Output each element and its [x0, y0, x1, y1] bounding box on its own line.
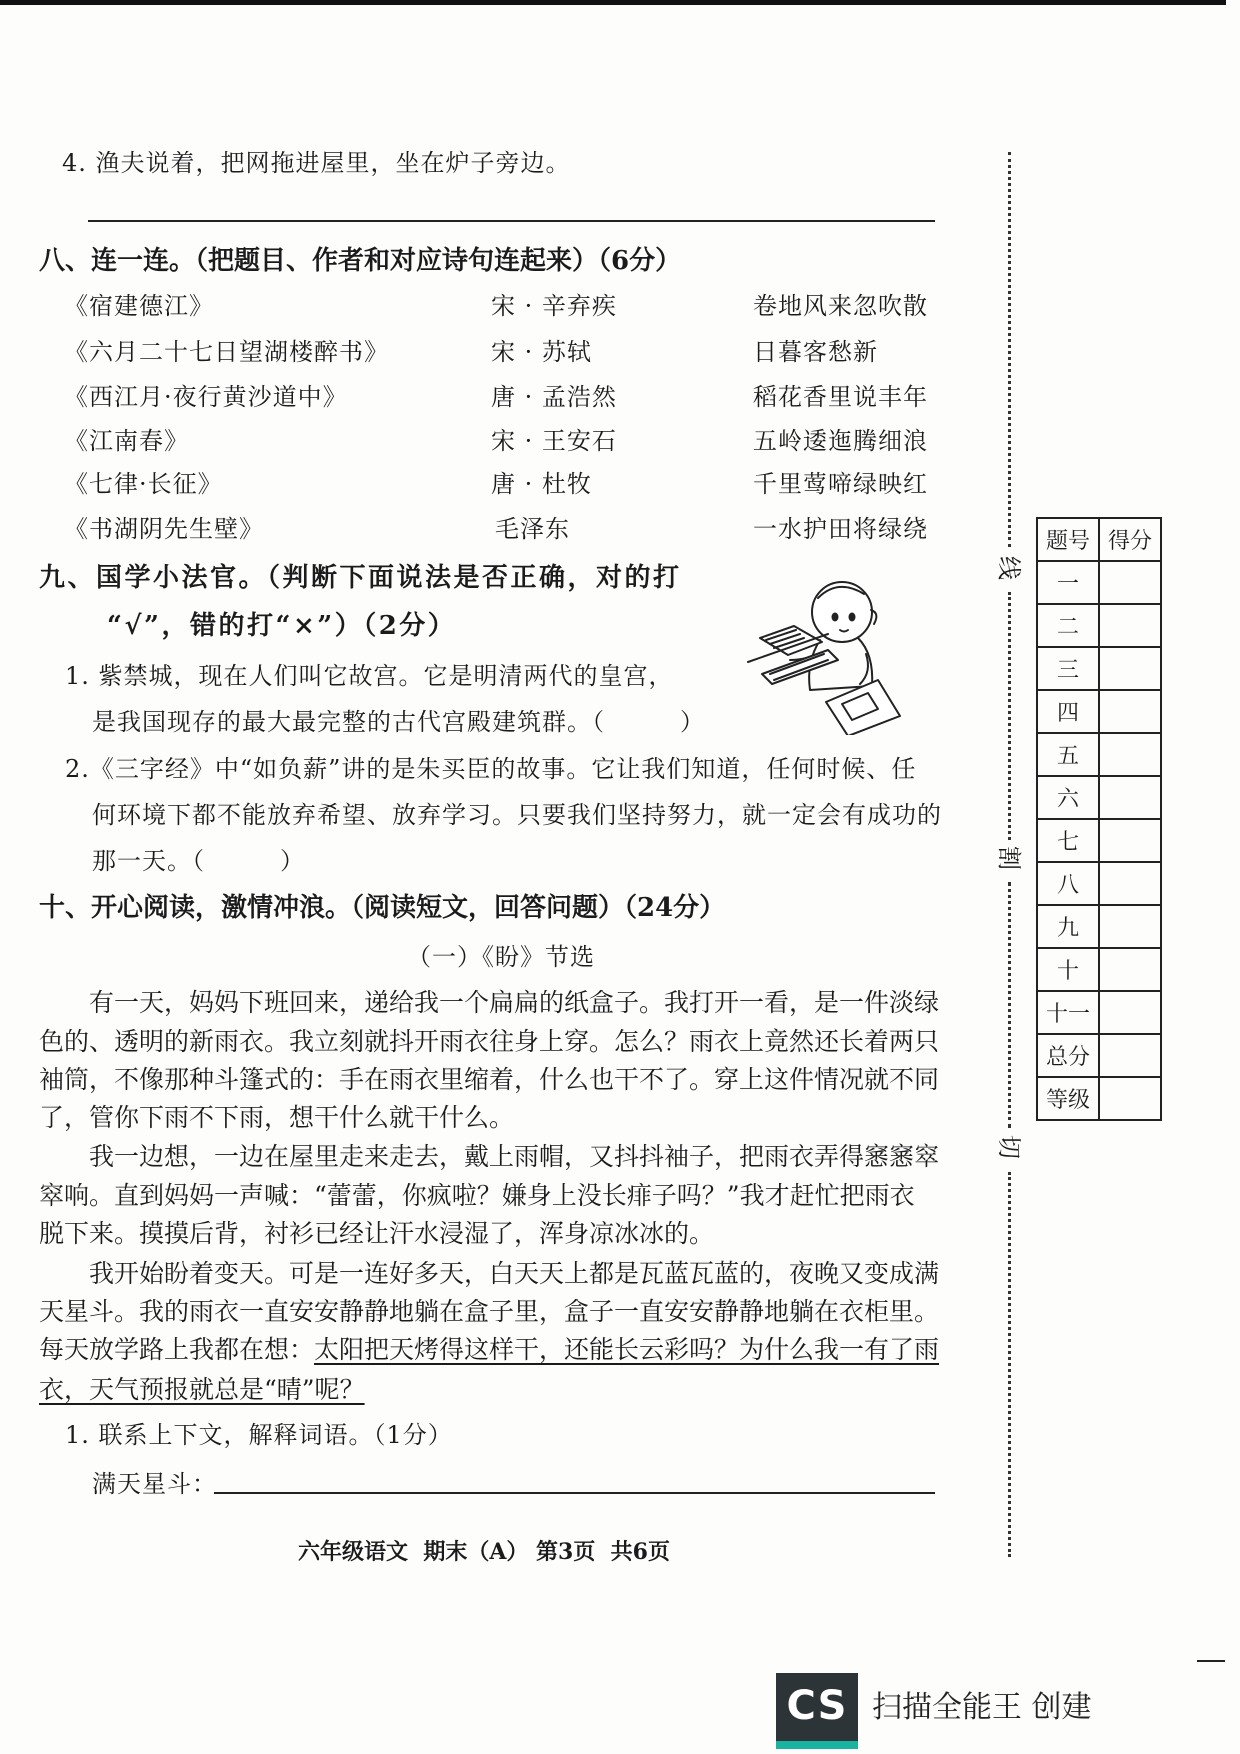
- poem-author: 宋 · 苏轼: [491, 338, 592, 366]
- score-cell: [1099, 561, 1161, 604]
- section-9-heading-cont: “√”，错的打“×”）（2分）: [107, 611, 457, 641]
- judge-q2-line: 那一天。（ ）: [92, 847, 305, 875]
- score-cell: [1099, 690, 1161, 733]
- score-cell: [1099, 733, 1161, 776]
- cut-line: [1008, 152, 1011, 547]
- poem-title: 《书湖阴先生壁》: [64, 515, 264, 543]
- question-number: 四: [1037, 690, 1099, 733]
- score-cell: [1099, 819, 1161, 862]
- poem-title: 《宿建德江》: [64, 292, 214, 320]
- answer-line: [88, 220, 935, 222]
- score-row: [1037, 733, 1161, 776]
- score-table-header: [1037, 518, 1161, 561]
- score-cell: [1099, 948, 1161, 991]
- score-row: [1037, 1034, 1161, 1077]
- poem-verse: 五岭逶迤腾细浪: [753, 427, 928, 455]
- score-row: [1037, 905, 1161, 948]
- poem-title: 《西江月·夜行黄沙道中》: [64, 383, 348, 411]
- total-label: 总分: [1037, 1034, 1099, 1077]
- grade-label: 等级: [1037, 1077, 1099, 1120]
- score-cell: [1099, 776, 1161, 819]
- logo-lettering: CS: [786, 1683, 848, 1729]
- score-row: [1037, 819, 1161, 862]
- page-footer: 六年级语文 期末（A） 第3页 共6页: [298, 1539, 670, 1565]
- question-number: 二: [1037, 604, 1099, 647]
- poem-author: 唐 · 孟浩然: [491, 383, 617, 411]
- poem-author: 宋 · 辛弃疾: [491, 292, 617, 320]
- logo-accent-bar: [776, 1741, 858, 1749]
- score-cell: [1099, 604, 1161, 647]
- question-number: 六: [1037, 776, 1099, 819]
- question-number: 十: [1037, 948, 1099, 991]
- score-row: [1037, 948, 1161, 991]
- cut-line: [1008, 592, 1011, 840]
- judge-q2-line: 2.《三字经》中“如负薪”讲的是朱买臣的故事。它让我们知道，任何时候、任: [65, 755, 917, 783]
- score-row: [1037, 776, 1161, 819]
- score-cell: [1099, 1034, 1161, 1077]
- passage-line: 袖筒，不像那种斗篷式的：手在雨衣里缩着，什么也干不了。穿上这件情况就不同: [39, 1065, 940, 1094]
- cut-label: 切: [995, 1135, 1023, 1159]
- passage-line: 天星斗。我的雨衣一直安安静静地躺在盒子里，盒子一直安安静静地躺在衣柜里。: [39, 1297, 940, 1326]
- underlined-sentence: 衣，天气预报就总是“晴”呢？: [39, 1375, 365, 1404]
- poem-title: 《七律·长征》: [64, 470, 223, 498]
- poem-verse: 日暮客愁新: [753, 338, 878, 366]
- score-cell: [1099, 862, 1161, 905]
- passage-line: 有一天，妈妈下班回来，递给我一个扁扁的纸盒子。我打开一看，是一件淡绿: [89, 988, 940, 1017]
- scan-mark: [1197, 1660, 1225, 1662]
- cut-label: 线: [995, 556, 1023, 580]
- poem-verse: 千里莺啼绿映红: [753, 470, 928, 498]
- header-cell: 题号: [1037, 518, 1099, 561]
- poem-title: 《江南春》: [64, 427, 189, 455]
- passage-line: 脱下来。摸摸后背，衬衫已经让汗水浸湿了，浑身凉冰冰的。: [39, 1219, 715, 1248]
- fill-label: 满天星斗：: [92, 1470, 217, 1498]
- passage-line: 我一边想，一边在屋里走来走去，戴上雨帽，又抖抖袖子，把雨衣弄得窸窸窣: [89, 1142, 940, 1171]
- cut-line: [1008, 882, 1011, 1128]
- score-row: [1037, 1077, 1161, 1120]
- score-cell: [1099, 991, 1161, 1034]
- section-9-heading: 九、国学小法官。（判断下面说法是否正确，对的打: [39, 563, 682, 593]
- passage-line: 我开始盼着变天。可是一连好多天，白天天上都是瓦蓝瓦蓝的，夜晚又变成满: [89, 1259, 940, 1288]
- q7-item-4: 4. 渔夫说着，把网拖进屋里，坐在炉子旁边。: [62, 149, 571, 177]
- passage-line: [39, 1334, 939, 1366]
- score-row: [1037, 862, 1161, 905]
- camscanner-logo: [776, 1673, 858, 1749]
- score-row: [1037, 604, 1161, 647]
- reading-q1: 1. 联系上下文，解释词语。（1分）: [65, 1421, 453, 1449]
- poem-title: 《六月二十七日望湖楼醉书》: [64, 338, 389, 366]
- poem-verse: 卷地风来忽吹散: [753, 292, 928, 320]
- cut-label: 割: [995, 846, 1023, 870]
- poem-author: 毛泽东: [495, 515, 570, 543]
- boy-reading-illustration: [742, 570, 902, 735]
- poem-author: 宋 · 王安石: [491, 427, 617, 455]
- score-cell: [1099, 647, 1161, 690]
- poem-verse: 稻花香里说丰年: [753, 383, 928, 411]
- answer-line: [214, 1492, 935, 1494]
- score-row: [1037, 561, 1161, 604]
- score-table: [1036, 517, 1162, 1121]
- score-row: [1037, 991, 1161, 1034]
- score-cell: [1099, 1077, 1161, 1120]
- header-cell: 得分: [1099, 518, 1161, 561]
- watermark-text: 扫描全能王 创建: [872, 1690, 1092, 1725]
- poem-author: 唐 · 杜牧: [491, 470, 592, 498]
- passage-subtitle: （一）《盼》节选: [407, 943, 595, 971]
- underlined-sentence: 太阳把天烤得这样干，还能长云彩吗？为什么我一有了雨: [314, 1335, 940, 1364]
- passage-line: 了，管你下雨不下雨，想干什么就干什么。: [39, 1103, 515, 1132]
- score-cell: [1099, 905, 1161, 948]
- judge-q1-line: 是我国现存的最大最完整的古代宫殿建筑群。（ ）: [92, 708, 705, 736]
- question-number: 五: [1037, 733, 1099, 776]
- question-number: 三: [1037, 647, 1099, 690]
- top-border: [0, 0, 1226, 5]
- section-8-heading: 八、连一连。（把题目、作者和对应诗句连起来）（6分）: [39, 246, 682, 276]
- score-row: [1037, 647, 1161, 690]
- question-number: 九: [1037, 905, 1099, 948]
- passage-line: 窣响。直到妈妈一声喊：“蕾蕾，你疯啦？嫌身上没长痱子吗？”我才赶忙把雨衣: [39, 1181, 915, 1210]
- passage-line: [39, 1374, 365, 1406]
- passage-line: 色的、透明的新雨衣。我立刻就抖开雨衣往身上穿。怎么？雨衣上竟然还长着两只: [39, 1027, 940, 1056]
- poem-verse: 一水护田将绿绕: [753, 515, 928, 543]
- passage-text: 每天放学路上我都在想：: [39, 1335, 315, 1364]
- question-number: 十一: [1037, 991, 1099, 1034]
- score-row: [1037, 690, 1161, 733]
- judge-q1-line: 1. 紫禁城，现在人们叫它故宫。它是明清两代的皇宫，: [65, 662, 674, 690]
- cut-line: [1008, 1172, 1011, 1557]
- section-10-heading: 十、开心阅读，激情冲浪。（阅读短文，回答问题）（24分）: [39, 893, 726, 923]
- question-number: 八: [1037, 862, 1099, 905]
- question-number: 一: [1037, 561, 1099, 604]
- question-number: 七: [1037, 819, 1099, 862]
- judge-q2-line: 何环境下都不能放弃希望、放弃学习。只要我们坚持努力，就一定会有成功的: [92, 801, 942, 829]
